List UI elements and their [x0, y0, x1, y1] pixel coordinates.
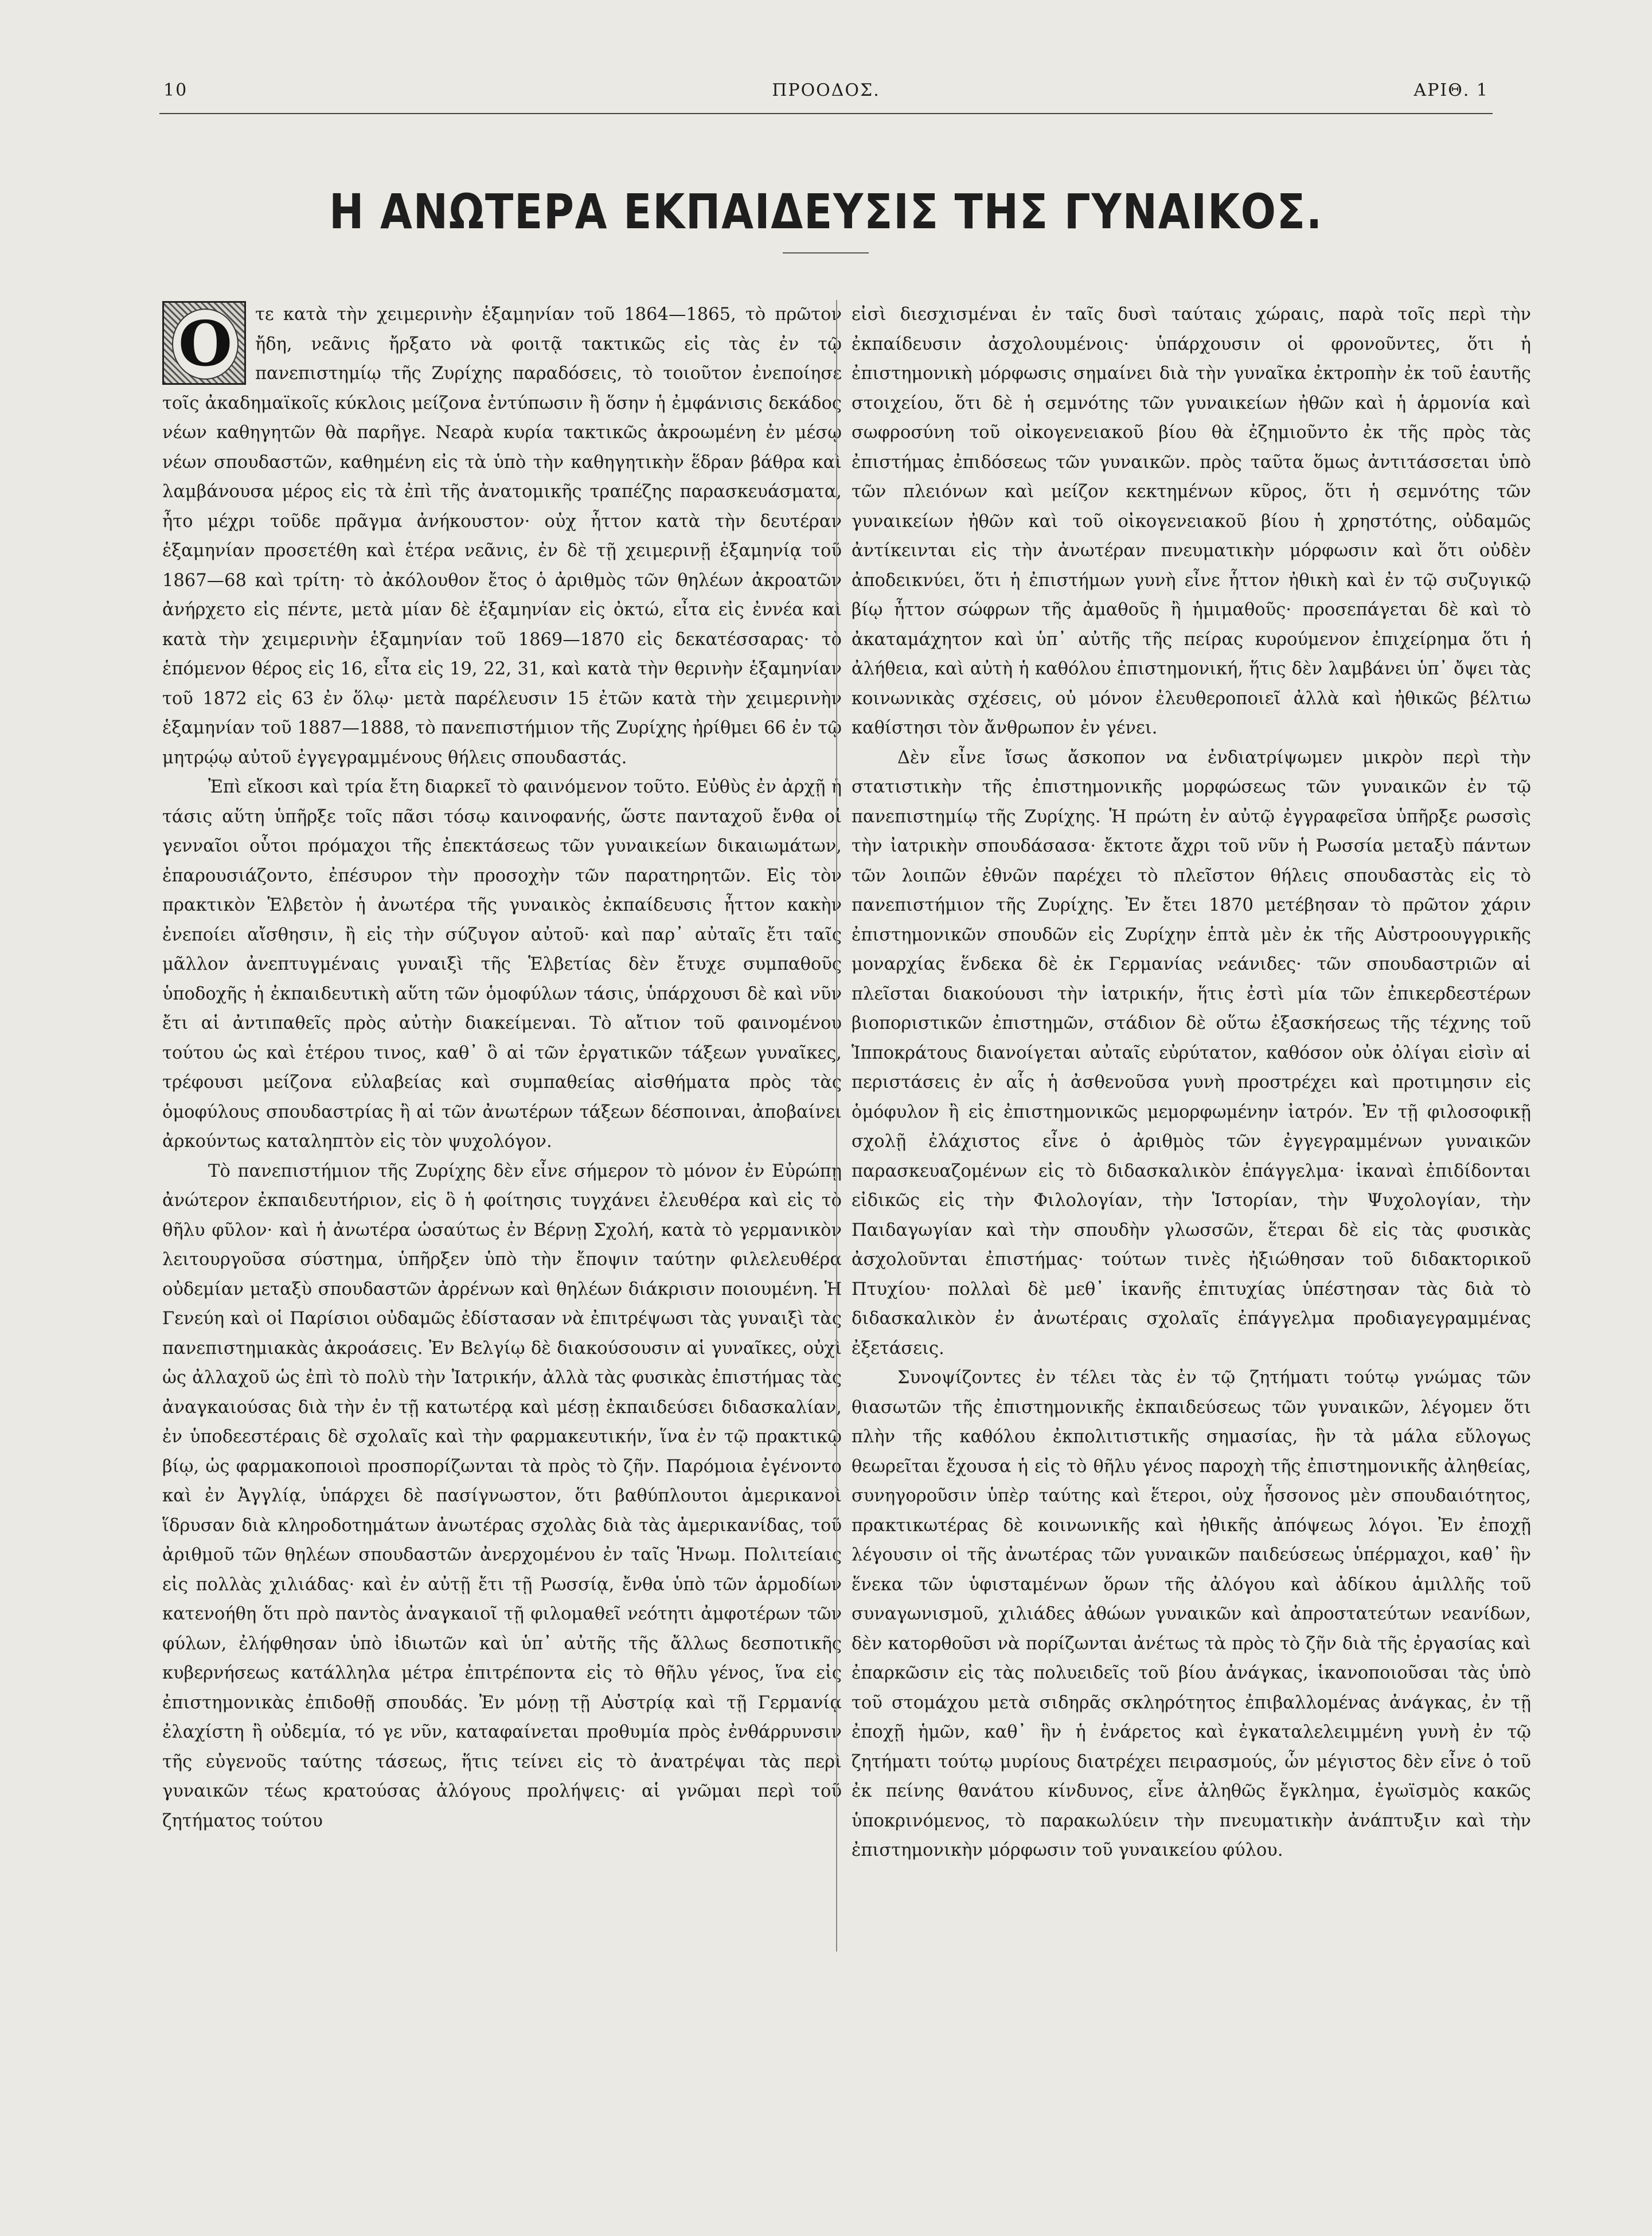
- drop-cap-letter: Ο: [172, 309, 239, 380]
- paragraph-6: Συνοψίζοντες ἐν τέλει τὰς ἐν τῷ ζητήματι τούτῳ γνώμας τῶν θιασωτῶν τῆς ἐπιστημονικῆς ἐκπαιδεύσεως τῶν γυναικῶν, λέγομεν ὅτι πλὴν τῆς καθόλου ἐκπολιτιστικῆς σημασίας, ἣν τὰ μάλα εὔλογως θεωρεῖται ἔχουσα ἡ εἰς τὸ θῆλυ γένος παροχὴ τῆς ἐπιστημονικῆς ἀληθείας, συνηγοροῦσιν ὑπὲρ ταύτης καὶ ἕτεροι, οὐχ ἧσσονος μὲν σπουδαιότητος, πρακτικωτέρας δὲ κοινωνικῆς καὶ ἠθικῆς ἀπόψεως λόγοι. Ἐν ἐποχῇ λέγουσιν οἱ τῆς ἀνωτέρας τῶν γυναικῶν παιδεύσεως ὑπέρμαχοι, καθ᾽ ἣν ἕνεκα τῶν ὑφισταμένων ὅρων τῆς ἀλόγου καὶ ἀδίκου ἁμιλλῆς τοῦ συναγωνισμοῦ, χιλιάδες ἀθώων γυναικῶν καὶ ἀπροστατεύτων νεανίδων, δὲν κατορθοῦσι νὰ πορίζωνται ἀνέτως τὰ πρὸς τὸ ζῆν διὰ τῆς ἐργασίας καὶ ἐπαρκῶσιν εἰς τὰς πολυειδεῖς τοῦ βίου ἀνάγκας, ἱκανοποιοῦσαι τὰς ὑπὸ τοῦ στομάχου μετὰ σιδηρᾶς σκληρότητος ἐπιβαλλομένας ἀνάγκας, ἐν τῇ ἐποχῇ ἡμῶν, καθ᾽ ἣν ἡ ἐνάρετος καὶ ἐγκαταλελειμμένη γυνὴ ἐν τῷ ζητήματι τούτῳ μυρίους διατρέχει πειρασμούς, ὧν μέγιστος δὲν εἶνε ὁ τοῦ ἐκ πείνης θανάτου κίνδυνος, εἶνε ἀληθῶς ἔγκλημα, ἐγωϊσμὸς κακῶς ὑποκρινόμενος, τὸ παρακωλύειν τὴν πνευματικὴν ἀνάπτυξιν καὶ τὴν ἐπιστημονικὴν μόρφωσιν τοῦ γυναικείου φύλου.: [852, 1368, 1531, 1860]
- article-title: Η ΑΝΩΤΕΡΑ ΕΚΠΑΙΔΕΥΣΙΣ ΤΗΣ ΓΥΝΑΙΚΟΣ.: [329, 184, 1323, 240]
- paragraph-5: Δὲν εἶνε ἴσως ἄσκοπον να ἐνδιατρίψωμεν μικρὸν περὶ τὴν στατιστικὴν τῆς ἐπιστημονικῆς μορφώσεως τῶν γυναικῶν ἐν τῷ πανεπιστημίῳ τῆς Ζυρίχης. Ἡ πρώτη ἐν αὐτῷ ἐγγραφεῖσα ὑπῆρξε ρωσσὶς τὴν ἰατρικὴν σπουδάσασα· ἔκτοτε ἄχρι τοῦ νῦν ἡ Ρωσσία μεταξὺ πάντων τῶν λοιπῶν ἐθνῶν παρέχει τὸ πλεῖστον θήλεις σπουδαστὰς εἰς τὸ πανεπιστήμιον τῆς Ζυρίχης. Ἐν ἔτει 1870 μετέβησαν τὸ πρῶτον χάριν ἐπιστημονικῶν σπουδῶν εἰς Ζυρίχην ἑπτὰ μὲν ἐκ τῆς Αὐστροουγγρικῆς μοναρχίας ἕνδεκα δὲ ἐκ Γερμανίας νεάνιδες· τῶν σπουδαστριῶν αἱ πλεῖσται διακούουσι τὴν ἰατρικήν, ἥτις ἐστὶ μία τῶν ἐπικερδεστέρων βιοποριστικῶν ἐπιστημῶν, στάδιον δὲ οὕτω ἐξασκήσεως τῆς τέχνης τοῦ Ἱπποκράτους διανοίγεται αὐταῖς εὐρύτατον, καθόσον οὐκ ὀλίγαι εἰσὶν αἱ περιστάσεις ἐν αἷς ἡ ἀσθενοῦσα γυνὴ προστρέχει καὶ προτιμησιν εἰς ὁμόφυλον ἢ εἰς ἐπιστημονικῶς μεμορφωμένην ἰατρόν. Ἐν τῇ φιλοσοφικῇ σχολῇ ἐλάχιστος εἶνε ὁ ἀριθμὸς τῶν ἐγγεγραμμένων γυναικῶν παρασκευαζομένων εἰς τὸ διδασκαλικὸν ἐπάγγελμα· ἱκαναὶ ἐπιδίδονται εἰδικῶς εἰς τὴν Φιλολογίαν, τὴν Ἱστορίαν, τὴν Ψυχολογίαν, τὴν Παιδαγωγίαν καὶ τὴν σπουδὴν γλωσσῶν, ἕτεραι δὲ εἰς τὰς φυσικὰς ἀσχολοῦνται ἐπιστήμας· τούτων τινὲς ἠξιώθησαν τοῦ διδακτορικοῦ Πτυχίου· πολλαὶ δὲ μεθ᾽ ἱκανῆς ἐπιτυχίας ὑπέστησαν τὰς διὰ τὸ διδασκαλικὸν ἐν ἀνωτέραις σχολαῖς ἐπάγγελμα προδιαγεγραμμένας ἐξετάσεις.: [852, 747, 1531, 1359]
- journal-name: ΠΡΟΟΔΟΣ.: [772, 80, 880, 100]
- paragraph-2: Ἐπὶ εἴκοσι καὶ τρία ἔτη διαρκεῖ τὸ φαινόμενον τοῦτο. Εὐθὺς ἐν ἀρχῇ ἡ τάσις αὕτη ὑπῆρξε τοῖς πᾶσι τόσῳ καινοφανής, ὥστε πανταχοῦ ἔνθα οἱ γενναῖοι οὗτοι πρόμαχοι τῆς ἐπεκτάσεως τῶν γυναικείων δικαιωμάτων, ἐπαρουσιάζοντο, ἐπέσυρον τὴν προσοχὴν τῶν παρατηρητῶν. Εἰς τὸν πρακτικὸν Ἑλβετὸν ἡ ἀνωτέρα τῆς γυναικὸς ἐκπαίδευσις ἧττον κακὴν ἐνεποίει αἴσθησιν, ἢ εἰς τὴν σύζυγον αὐτοῦ· καὶ παρ᾽ αὐταῖς ἔτι ταῖς μᾶλλον ἀνεπτυγμέναις γυναιξὶ τῆς Ἑλβετίας δὲν ἔτυχε συμπαθοῦς ὑποδοχῆς ἡ ἐκπαιδευτικὴ αὕτη τῶν ὁμοφύλων τάσις, ὑπάρχουσι δὲ καὶ νῦν ἔτι αἱ ἀντιπαθεῖς πρὸς αὐτὴν διακείμεναι. Τὸ αἴτιον τοῦ φαινομένου τούτου ὡς καὶ ἑτέρου τινος, καθ᾽ ὃ αἱ τῶν ἐργατικῶν τάξεων γυναῖκες, τρέφουσι μείζονα εὐλαβείας καὶ συμπαθείας αἰσθήματα πρὸς τὰς ὁμοφύλους σπουδαστρίας ἢ αἱ τῶν ἀνωτέρων τάξεων δέσποιναι, ἀποβαίνει ἀρκούντως καταληπτὸν εἰς τὸν ψυχολόγον.: [162, 777, 842, 1152]
- ornamental-drop-cap: [162, 301, 246, 385]
- title-divider: [783, 252, 869, 253]
- paragraph-1-text: τε κατὰ τὴν χειμερινὴν ἑξαμηνίαν τοῦ 1864—1865, τὸ πρῶτον ἤδη, νεᾶνις ἤρξατο νὰ φοιτᾷ τακτικῶς εἰς τὰς ἐν τῷ πανεπιστημίῳ τῆς Ζυρίχης παραδόσεις, τὸ τοιοῦτον ἐνεποίησε τοῖς ἀκαδημαϊκοῖς κύκλοις μείζονα ἐντύπωσιν ἢ ὅσην ἡ ἐμφάνισις δεκάδος νέων καθηγητῶν θὰ παρῆγε. Νεαρὰ κυρία τακτικῶς ἀκροωμένη ἐν μέσῳ νέων σπουδαστῶν, καθημένη εἰς τὰ ὑπὸ τὴν καθηγητικὴν ἕδραν βάθρα καὶ λαμβάνουσα μέρος εἰς τὰ ἐπὶ τῆς ἀνατομικῆς τραπέζης παρασκευάσματα, ἦτο μέχρι τοῦδε πρᾶγμα ἀνήκουστον· οὐχ ἧττον κατὰ τὴν δευτέραν ἑξαμηνίαν προσετέθη καὶ ἑτέρα νεᾶνις, ἐν δὲ τῇ χειμερινῇ ἑξαμηνίᾳ τοῦ 1867—68 καὶ τρίτη· τὸ ἀκόλουθον ἔτος ὁ ἀριθμὸς τῶν θηλέων ἀκροατῶν ἀνήρχετο εἰς πέντε, μετὰ μίαν δὲ ἑξαμηνίαν εἰς ὀκτώ, εἶτα εἰς ἐννέα καὶ κατὰ τὴν χειμερινὴν ἑξαμηνίαν τοῦ 1869—1870 εἰς δεκατέσσαρας· τὸ ἑπόμενον θέρος εἰς 16, εἶτα εἰς 19, 22, 31, καὶ κατὰ τὴν θερινὴν ἑξαμηνίαν τοῦ 1872 εἰς 63 ἐν ὅλῳ· μετὰ παρέλευσιν 15 ἐτῶν κατὰ τὴν χειμερινὴν ἑξαμηνίαν τοῦ 1887—1888, τὸ πανεπιστήμιον τῆς Ζυρίχης ἠρίθμει 66 ἐν τῷ μητρῴῳ αὐτοῦ ἐγγεγραμμένους θήλεις σπουδαστάς.: [162, 305, 842, 768]
- paragraph-3: Τὸ πανεπιστήμιον τῆς Ζυρίχης δὲν εἶνε σήμερον τὸ μόνον ἐν Εὐρώπῃ ἀνώτερον ἐκπαιδευτήριον, εἰς ὃ ἡ φοίτησις τυγχάνει ἐλευθέρα καὶ εἰς τὸ θῆλυ φῦλον· καὶ ἡ ἀνωτέρα ὡσαύτως ἐν Βέρνῃ Σχολή, κατὰ τὸ γερμανικὸν λειτουργοῦσα σύστημα, ὑπῆρξεν ὑπὸ τὴν ἔποψιν ταύτην φιλελευθέρα οὐδεμίαν μεταξὺ σπουδαστῶν ἀρρένων καὶ θηλέων διάκρισιν ποιουμένη. Ἡ Γενεύη καὶ οἱ Παρίσιοι οὐδαμῶς ἐδίστασαν νὰ ἐπιτρέψωσι τὰς γυναιξὶ τὰς πανεπιστημιακὰς ἀκροάσεις. Ἐν Βελγίῳ δὲ διακούσουσιν αἱ γυναῖκες, οὐχὶ ὡς ἀλλαχοῦ ὡς ἐπὶ τὸ πολὺ τὴν Ἰατρικήν, ἀλλὰ τὰς φυσικὰς ἐπιστήμας τὰς ἀναγκαιούσας διὰ τὴν ἐν τῇ κατωτέρᾳ καὶ μέσῃ ἐκπαιδεύσει διδασκαλίαν, ἐν ὑποδεεστέραις δὲ σχολαῖς καὶ τὴν φαρμακευτικήν, ἵνα ἐν τῷ πρακτικῷ βίῳ, ὡς φαρμακοποιοὶ προσπορίζωνται τὰ πρὸς τὸ ζῆν. Παρόμοια ἐγένοντο καὶ ἐν Ἀγγλίᾳ, ὑπάρχει δὲ πασίγνωστον, ὅτι βαθύπλουτοι ἀμερικανοὶ ἵδρυσαν διὰ κληροδοτημάτων ἀνωτέρας σχολὰς διὰ τὰς ἀμερικανίδας, τοῦ ἀριθμοῦ τῶν θηλέων σπουδαστῶν ἀνερχομένου ἐν ταῖς Ἡνωμ. Πολιτείαις εἰς πολλὰς χιλιάδας· καὶ ἐν αὐτῇ ἔτι τῇ Ρωσσίᾳ, ἔνθα ὑπὸ τῶν ἁρμοδίων κατενοήθη ὅτι πρὸ παντὸς ἀναγκαιοῖ τῇ φιλομαθεῖ νεότητι ἀμφοτέρων τῶν φύλων, ἐλήφθησαν ὑπὸ ἰδιωτῶν καὶ ὑπ᾽ αὐτῆς τῆς ἄλλως δεσποτικῆς κυβερνήσεως κατάλληλα μέτρα ἐπιτρέποντα εἰς τὸ θῆλυ γένος, ἵνα εἰς ἐπιστημονικὰς ἐπιδοθῇ σπουδάς. Ἐν μόνῃ τῇ Αὐστρίᾳ καὶ τῇ Γερμανίᾳ ἐλαχίστη ἢ οὐδεμία, τό γε νῦν, καταφαίνεται προθυμία πρὸς ἐνθάρρυνσιν τῆς εὐγενοῦς ταύτης τάσεως, ἥτις τείνει εἰς τὸ ἀνατρέψαι τὰς περὶ γυναικῶν τέως κρατούσας ἀλόγους προλήψεις· αἱ γνῶμαι περὶ τοῦ ζητήματος τούτου: [162, 1161, 842, 1831]
- header-rule: [159, 113, 1493, 114]
- paragraph-4: εἰσὶ διεσχισμέναι ἐν ταῖς δυσὶ ταύταις χώραις, παρὰ τοῖς περὶ τὴν ἐκπαίδευσιν ἀσχολουμένοις· ὑπάρχουσιν οἱ φρονοῦντες, ὅτι ἡ ἐπιστημονικὴ μόρφωσις σημαίνει διὰ τὴν γυναῖκα ἐκτροπὴν ἐκ τοῦ ἑαυτῆς στοιχείου, ὅτι δὲ ἡ σεμνότης τῶν γυναικείων ἠθῶν καὶ ἡ ἁρμονία καὶ σωφροσύνη τοῦ οἰκογενειακοῦ βίου θὰ ἐζημιοῦντο ἐκ τῆς πρὸς τὰς ἐπιστήμας ἐπιδόσεως τῶν γυναικῶν. πρὸς ταῦτα ὅμως ἀντιτάσσεται ὑπὸ τῶν πλειόνων καὶ μείζον κεκτημένων κῦρος, ὅτι ἡ σεμνότης τῶν γυναικείων ἠθῶν καὶ τοῦ οἰκογενειακοῦ βίου ἡ χρηστότης, οὐδαμῶς ἀντίκεινται εἰς τὴν ἀνωτέραν πνευματικὴν μόρφωσιν καὶ ὅτι οὐδὲν ἀποδεικνύει, ὅτι ἡ ἐπιστήμων γυνὴ εἶνε ἧττον ἠθικὴ καὶ ἐν τῷ συζυγικῷ βίῳ ἧττον σώφρων τῆς ἀμαθοῦς ἢ ἡμιμαθοῦς· προσεπάγεται δὲ καὶ τὸ ἀκαταμάχητον καὶ ὑπ᾽ αὐτῆς τῆς πείρας κυρούμενον ἐπιχείρημα ὅτι ἡ ἀλήθεια, καὶ αὐτὴ ἡ καθόλου ἐπιστημονική, ἥτις δὲν λαμβάνει ὑπ᾽ ὄψει τὰς κοινωνικὰς σχέσεις, οὐ μόνον ἐλευθεροποιεῖ ἀλλὰ καὶ ἠθικῶς βέλτιω καθίστησι τὸν ἄνθρωπον ἐν γένει.: [852, 305, 1531, 738]
- right-column: [852, 300, 1531, 1963]
- paragraph-1: [162, 300, 842, 772]
- issue-number: ΑΡΙΘ. 1: [1413, 80, 1489, 100]
- left-column: [162, 300, 842, 1963]
- column-divider: [836, 300, 837, 1952]
- page-number: 10: [163, 80, 188, 100]
